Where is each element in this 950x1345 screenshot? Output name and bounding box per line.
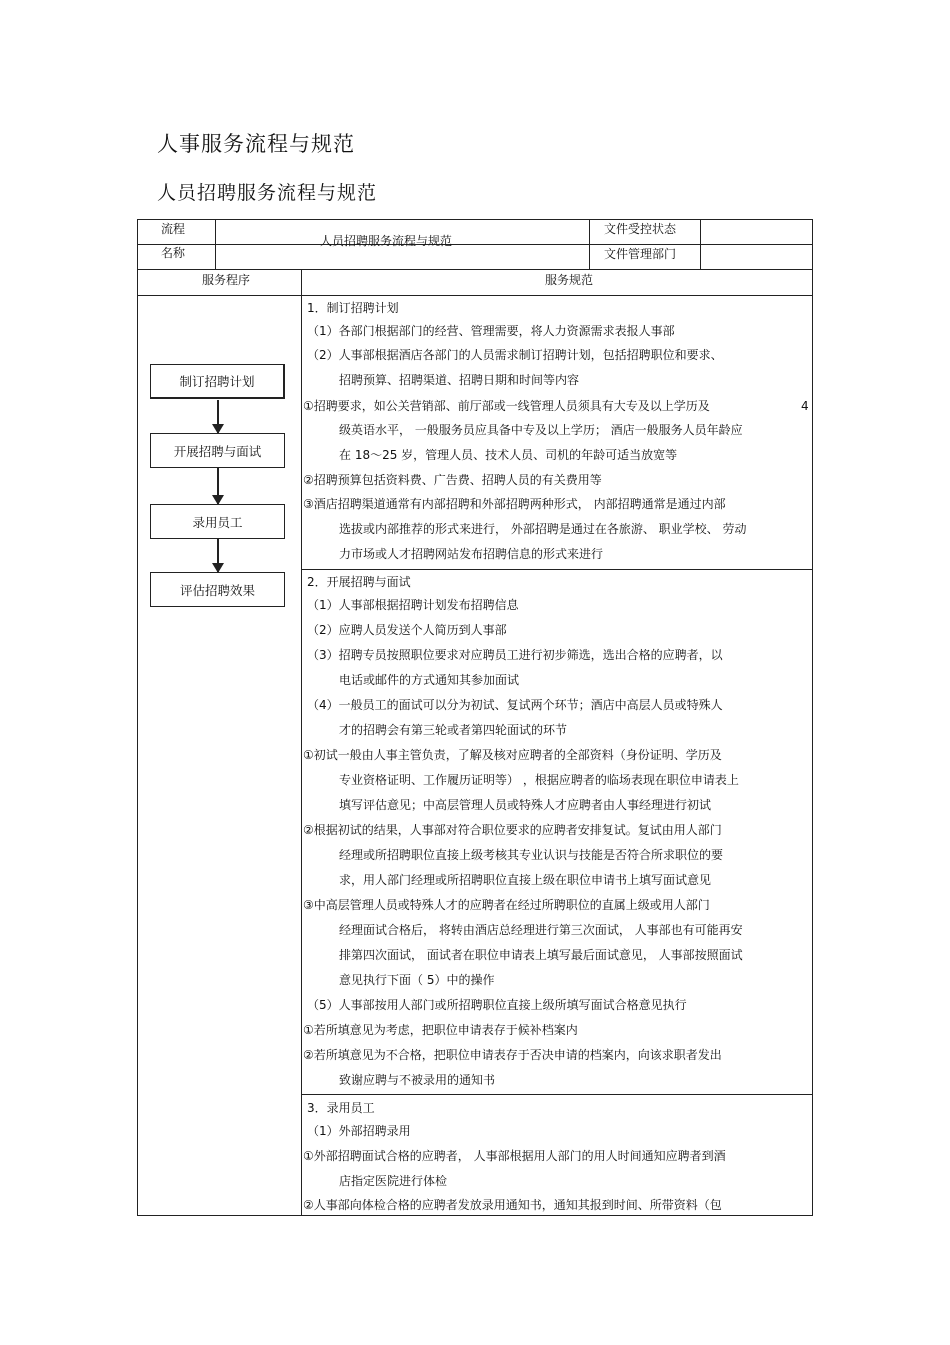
doc-control-label: 文件受控状态 xyxy=(604,222,677,236)
spec-line: 意见执行下面（ 5）中的操作 xyxy=(339,973,495,987)
spec-line: （5）人事部按用人部门或所招聘职位直接上级所填写面试合格意见执行 xyxy=(307,998,687,1012)
table-rule xyxy=(301,1094,813,1095)
spec-line: 在 18～25 岁，管理人员、技术人员、司机的年龄可适当放宽等 xyxy=(339,448,678,462)
spec-line: （4）一般员工的面试可以分为初试、复试两个环节；酒店中高层人员或特殊人 xyxy=(307,698,723,712)
section-heading: 1．制订招聘计划 xyxy=(307,301,399,315)
spec-line: ③酒店招聘渠道通常有内部招聘和外部招聘两种形式， 内部招聘通常是通过内部 xyxy=(303,497,726,511)
spec-line: 招聘预算、招聘渠道、招聘日期和时间等内容 xyxy=(339,373,580,387)
table-rule xyxy=(301,269,302,1216)
col-header-procedure: 服务程序 xyxy=(202,273,251,287)
table-rule xyxy=(137,269,813,270)
section-heading: 3．录用员工 xyxy=(307,1101,375,1115)
spec-line: 力市场或人才招聘网站发布招聘信息的形式来进行 xyxy=(339,547,604,561)
flow-arrow xyxy=(217,539,219,572)
table-rule xyxy=(700,219,701,270)
spec-line: （2）人事部根据酒店各部门的人员需求制订招聘计划，包括招聘职位和要求、 xyxy=(307,348,723,362)
flow-arrow xyxy=(217,468,219,504)
page-title: 人事服务流程与规范 xyxy=(157,132,355,156)
spec-line: ③中高层管理人员或特殊人才的应聘者在经过所聘职位的直属上级或用人部门 xyxy=(303,898,710,912)
spec-line: 排第四次面试， 面试者在职位申请表上填写最后面试意见， 人事部按照面试 xyxy=(339,948,743,962)
table-rule xyxy=(137,295,813,296)
flow-step-interview: 开展招聘与面试 xyxy=(150,433,285,468)
doc-dept-label: 文件管理部门 xyxy=(604,247,677,261)
spec-line: （3）招聘专员按照职位要求对应聘员工进行初步筛选，选出合格的应聘者，以 xyxy=(307,648,723,662)
spec-line: 级英语水平， 一般服务员应具备中专及以上学历； 酒店一般服务人员年龄应 xyxy=(339,423,743,437)
spec-line: 经理面试合格后， 将转由酒店总经理进行第三次面试， 人事部也有可能再安 xyxy=(339,923,743,937)
flow-step-evaluate: 评估招聘效果 xyxy=(150,572,285,607)
page-subtitle: 人员招聘服务流程与规范 xyxy=(157,182,378,204)
table-rule xyxy=(137,244,813,245)
spec-line: 求，用人部门经理或所招聘职位直接上级在职位申请书上填写面试意见 xyxy=(339,873,712,887)
spec-line: （1）各部门根据部门的经营、管理需要，将人力资源需求表报人事部 xyxy=(307,324,675,338)
spec-line: （1）外部招聘录用 xyxy=(307,1124,411,1138)
spec-line: 填写评估意见；中高层管理人员或特殊人才应聘者由人事经理进行初试 xyxy=(339,798,712,812)
spec-line: ①招聘要求，如公关营销部、前厅部或一线管理人员须具有大专及以上学历及 xyxy=(303,399,710,413)
spec-line: ①外部招聘面试合格的应聘者， 人事部根据用人部门的用人时间通知应聘者到酒 xyxy=(303,1149,726,1163)
spec-line: 才的招聘会有第三轮或者第四轮面试的环节 xyxy=(339,723,568,737)
spec-line: ②人事部向体检合格的应聘者发放录用通知书，通知其报到时间、所带资料（包 xyxy=(303,1198,722,1212)
flow-step-hire: 录用员工 xyxy=(150,504,285,539)
spec-line: 经理或所招聘职位直接上级考核其专业认识与技能是否符合所求职位的要 xyxy=(339,848,724,862)
col-header-spec: 服务规范 xyxy=(545,273,594,287)
spec-line: ②招聘预算包括资料费、广告费、招聘人员的有关费用等 xyxy=(303,473,602,487)
flow-arrow xyxy=(217,400,219,433)
spec-line: 选拔或内部推荐的形式来进行， 外部招聘是通过在各旅游、 职业学校、 劳动 xyxy=(339,522,747,536)
flow-name-label: 名称 xyxy=(161,246,186,260)
flow-name-value: 人员招聘服务流程与规范 xyxy=(320,234,453,248)
spec-line: ②根据初试的结果，人事部对符合职位要求的应聘者安排复试。复试由用人部门 xyxy=(303,823,722,837)
spec-line: （2）应聘人员发送个人简历到人事部 xyxy=(307,623,507,637)
spec-line: 专业资格证明、工作履历证明等） ，根据应聘者的临场表现在职位申请表上 xyxy=(339,773,739,787)
spec-line: （1）人事部根据招聘计划发布招聘信息 xyxy=(307,598,519,612)
spec-line: ①初试一般由人事主管负责，了解及核对应聘者的全部资料（身份证明、学历及 xyxy=(303,748,722,762)
spec-line: ①若所填意见为考虑，把职位申请表存于候补档案内 xyxy=(303,1023,578,1037)
spec-line: ②若所填意见为不合格，把职位申请表存于否决申请的档案内，向该求职者发出 xyxy=(303,1048,722,1062)
section-heading: 2．开展招聘与面试 xyxy=(307,575,411,589)
table-rule xyxy=(301,569,813,570)
table-rule xyxy=(215,219,216,270)
flow-step-plan: 制订招聘计划 xyxy=(150,364,285,399)
spec-line: 店指定医院进行体检 xyxy=(339,1174,448,1188)
spec-line: 电话或邮件的方式通知其参加面试 xyxy=(339,673,520,687)
spec-line: 致谢应聘与不被录用的通知书 xyxy=(339,1073,496,1087)
flow-name-label: 流程 xyxy=(161,222,186,236)
table-rule xyxy=(589,219,590,270)
spec-line: 4 xyxy=(801,399,809,413)
